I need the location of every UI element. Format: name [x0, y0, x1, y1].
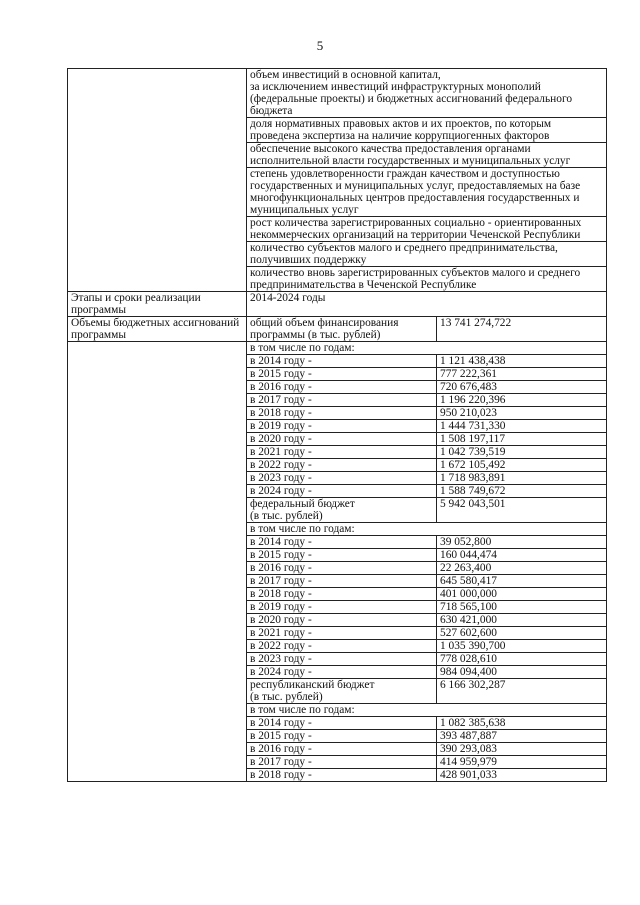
by-years-heading-text: в том числе по годам:: [247, 704, 607, 717]
republic-year-row-label: в 2016 году -: [247, 743, 437, 756]
federal-year-row-label: в 2019 году -: [247, 601, 437, 614]
federal-year-row-value: 984 094,400: [437, 666, 607, 679]
budget-total-row: [68, 317, 607, 342]
program-passport-table: [67, 68, 607, 782]
federal-year-row-value: 22 263,400: [437, 562, 607, 575]
total-year-row-label: в 2016 году -: [247, 381, 437, 394]
federal-budget-row-label: федеральный бюджет (в тыс. рублей): [247, 498, 437, 523]
indicator-text: рост количества зарегистрированных социально - ориентированных некоммерческих организаций на территории Чеченской Республики: [247, 217, 607, 242]
total-year-row-value: 777 222,361: [437, 368, 607, 381]
federal-year-row-label: в 2021 году -: [247, 627, 437, 640]
budget-label: Объемы бюджетных ассигнований программы: [68, 317, 247, 342]
indicator-text: доля нормативных правовых актов и их проектов, по которым проведена экспертиза на наличие коррупциогенных факторов: [247, 118, 607, 143]
total-year-row-label: в 2014 году -: [247, 355, 437, 368]
federal-year-row-label: в 2018 году -: [247, 588, 437, 601]
total-year-row-value: 1 718 983,891: [437, 472, 607, 485]
budget-total-label: общий объем финансирования программы (в тыс. рублей): [247, 317, 437, 342]
federal-year-row-value: 160 044,474: [437, 549, 607, 562]
republic-year-row-value: 390 293,083: [437, 743, 607, 756]
left-blank-cell: [68, 342, 247, 782]
republic-year-row-value: 428 901,033: [437, 769, 607, 782]
federal-year-row-label: в 2015 году -: [247, 549, 437, 562]
republic-budget-row-label: республиканский бюджет (в тыс. рублей): [247, 679, 437, 704]
federal-year-row-value: 718 565,100: [437, 601, 607, 614]
federal-year-row-label: в 2016 году -: [247, 562, 437, 575]
total-year-row-label: в 2021 году -: [247, 446, 437, 459]
republic-budget-row-value: 6 166 302,287: [437, 679, 607, 704]
total-year-row-label: в 2018 году -: [247, 407, 437, 420]
federal-year-row-value: 401 000,000: [437, 588, 607, 601]
federal-budget-row-value: 5 942 043,501: [437, 498, 607, 523]
stages-label: Этапы и сроки реализации программы: [68, 292, 247, 317]
total-year-row-value: 1 672 105,492: [437, 459, 607, 472]
indicator-row: [68, 69, 607, 118]
republic-year-row-label: в 2014 году -: [247, 717, 437, 730]
federal-year-row-value: 645 580,417: [437, 575, 607, 588]
federal-year-row-label: в 2023 году -: [247, 653, 437, 666]
by-years-heading: [68, 342, 607, 355]
republic-year-row-value: 1 082 385,638: [437, 717, 607, 730]
federal-year-row-value: 527 602,600: [437, 627, 607, 640]
republic-year-row-value: 393 487,887: [437, 730, 607, 743]
republic-year-row-value: 414 959,979: [437, 756, 607, 769]
total-year-row-label: в 2020 году -: [247, 433, 437, 446]
total-year-row-value: 1 588 749,672: [437, 485, 607, 498]
budget-total-value: 13 741 274,722: [437, 317, 607, 342]
federal-year-row-value: 778 028,610: [437, 653, 607, 666]
federal-year-row-value: 39 052,800: [437, 536, 607, 549]
total-year-row-label: в 2022 году -: [247, 459, 437, 472]
total-year-row-label: в 2017 году -: [247, 394, 437, 407]
total-year-row-label: в 2019 году -: [247, 420, 437, 433]
federal-year-row-label: в 2022 году -: [247, 640, 437, 653]
republic-year-row-label: в 2015 году -: [247, 730, 437, 743]
left-blank-cell: [68, 69, 247, 292]
federal-year-row-label: в 2024 году -: [247, 666, 437, 679]
total-year-row-label: в 2024 году -: [247, 485, 437, 498]
indicator-text: обеспечение высокого качества предоставления органами исполнительной власти государственных и муниципальных услуг: [247, 143, 607, 168]
total-year-row-value: 1 508 197,117: [437, 433, 607, 446]
by-years-heading-text: в том числе по годам:: [247, 342, 607, 355]
republic-year-row-label: в 2018 году -: [247, 769, 437, 782]
total-year-row-value: 950 210,023: [437, 407, 607, 420]
page-number: 5: [316, 38, 324, 53]
by-years-heading-text: в том числе по годам:: [247, 523, 607, 536]
indicator-text: степень удовлетворенности граждан качеством и доступностью государственных и муниципальных услуг, предоставляемых на базе многофункциональных центров предоставления государственных и муниципальных услуг: [247, 168, 607, 217]
federal-year-row-label: в 2014 году -: [247, 536, 437, 549]
republic-year-row-label: в 2017 году -: [247, 756, 437, 769]
federal-year-row-label: в 2020 году -: [247, 614, 437, 627]
total-year-row-value: 1 196 220,396: [437, 394, 607, 407]
stages-row: [68, 292, 607, 317]
total-year-row-label: в 2015 году -: [247, 368, 437, 381]
total-year-row-value: 1 121 438,438: [437, 355, 607, 368]
total-year-row-value: 720 676,483: [437, 381, 607, 394]
total-year-row-value: 1 444 731,330: [437, 420, 607, 433]
federal-year-row-value: 1 035 390,700: [437, 640, 607, 653]
total-year-row-label: в 2023 году -: [247, 472, 437, 485]
total-year-row-value: 1 042 739,519: [437, 446, 607, 459]
federal-year-row-label: в 2017 году -: [247, 575, 437, 588]
indicator-text: объем инвестиций в основной капитал, за исключением инвестиций инфраструктурных монополий (федеральные проекты) и бюджетных ассигнований федерального бюджета: [247, 69, 607, 118]
federal-year-row-value: 630 421,000: [437, 614, 607, 627]
indicator-text: количество субъектов малого и среднего предпринимательства, получивших поддержку: [247, 242, 607, 267]
stages-value: 2014-2024 годы: [247, 292, 607, 317]
indicator-text: количество вновь зарегистрированных субъектов малого и среднего предпринимательства в Чеченской Республике: [247, 267, 607, 292]
